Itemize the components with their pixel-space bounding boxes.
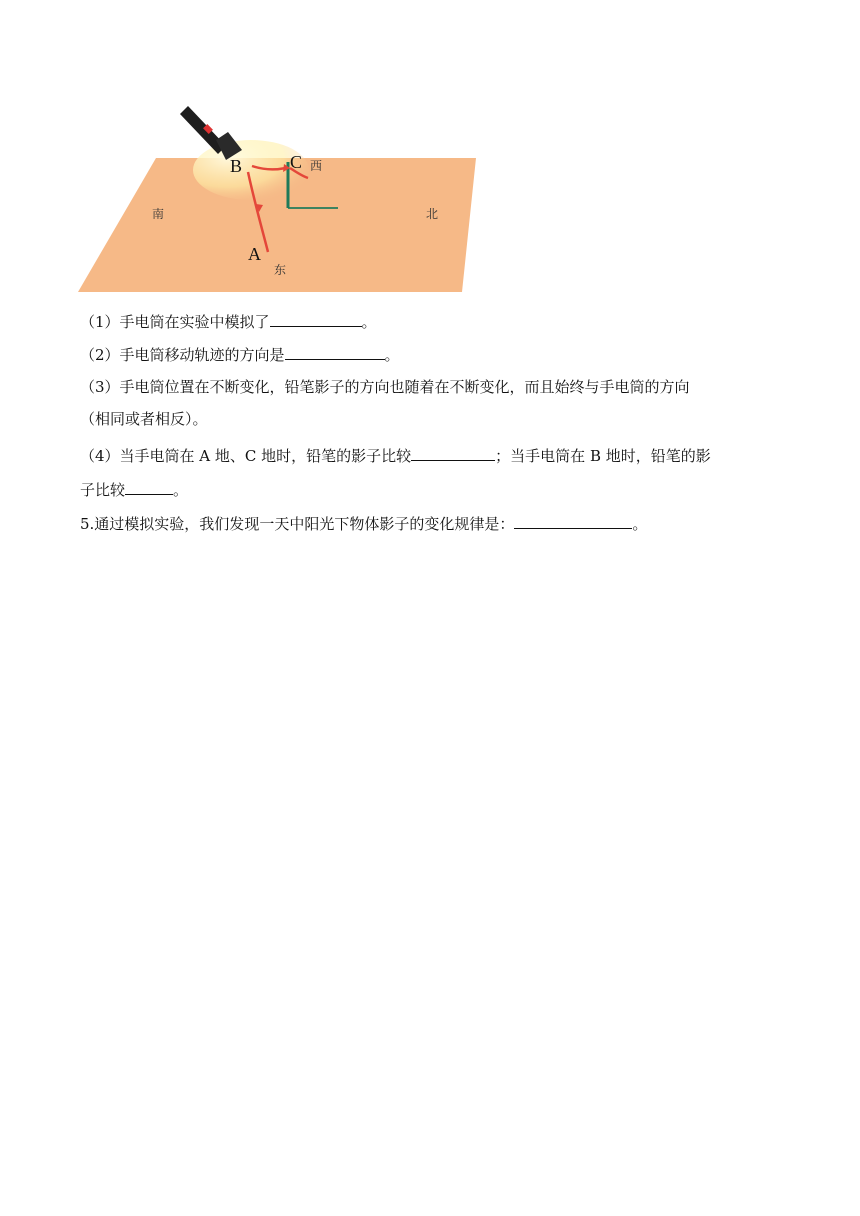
question-4-text-b: ；当手电筒在 B 地时，铅笔的影 [495, 447, 711, 465]
question-4-text-a: （4）当手电筒在 A 地、C 地时，铅笔的影子比较 [80, 447, 412, 465]
question-1 [80, 310, 377, 333]
answer-blank-2[interactable] [285, 343, 385, 360]
answer-blank-1[interactable] [270, 310, 362, 327]
answer-blank-4b[interactable] [125, 478, 173, 495]
question-3-hint: （相同或者相反）。 [80, 410, 208, 428]
question-4-line-1 [80, 444, 711, 467]
answer-blank-4a[interactable] [411, 444, 495, 461]
question-1-end: 。 [361, 313, 377, 331]
question-2-text: （2）手电筒移动轨迹的方向是 [80, 346, 285, 364]
question-5-end: 。 [632, 515, 648, 533]
question-5-text: 5.通过模拟实验，我们发现一天中阳光下物体影子的变化规律是： [80, 515, 515, 533]
label-b: B [230, 156, 243, 176]
question-3-text: （3）手电筒位置在不断变化，铅笔影子的方向也随着在不断变化，而且始终与手电筒的方向 [80, 378, 690, 396]
question-3-line-1 [80, 376, 690, 398]
question-1-text: （1）手电筒在实验中模拟了 [80, 313, 270, 331]
direction-south: 南 [152, 207, 165, 221]
question-2-end: 。 [384, 346, 400, 364]
answer-blank-5[interactable] [514, 512, 632, 529]
question-4-line-2 [80, 478, 188, 501]
question-3-line-2 [80, 408, 208, 430]
label-c: C [290, 152, 303, 172]
direction-north: 北 [426, 207, 439, 221]
question-5 [80, 512, 647, 535]
question-4-line-2-text: 子比较 [80, 481, 126, 499]
experiment-illustration [76, 100, 480, 296]
flashlight-shadow-figure [76, 100, 480, 296]
direction-east: 东 [274, 263, 287, 277]
question-4-end: 。 [173, 481, 189, 499]
direction-west: 西 [310, 159, 323, 173]
label-a: A [248, 244, 261, 264]
question-2 [80, 343, 400, 366]
